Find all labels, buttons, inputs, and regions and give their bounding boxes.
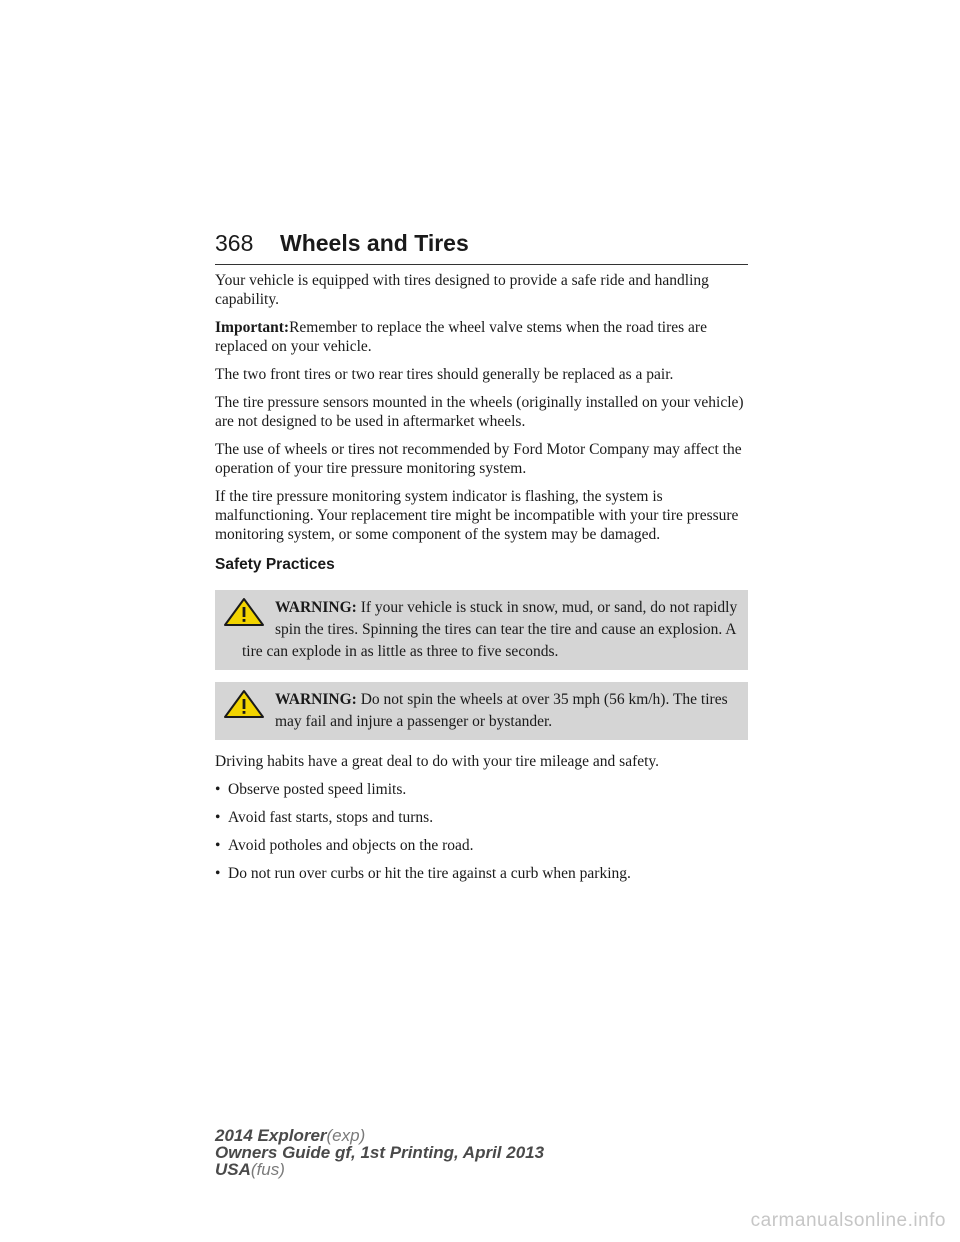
warning-triangle-icon (223, 689, 265, 719)
section-title: Wheels and Tires (280, 230, 469, 256)
paragraph-ford-recommendation: The use of wheels or tires not recommended by Ford Motor Company may affect the operation of your tire pressure monitoring system. (215, 441, 742, 477)
bullet-icon: • (215, 781, 221, 798)
page-header (215, 228, 748, 265)
footer-line-model: 2014 Explorer(exp) (215, 1126, 366, 1145)
paragraph-tpms-indicator: If the tire pressure monitoring system indicator is flashing, the system is malfunctioning. Your replacement tire might be incompatible with your tire pressure monitoring system, or some component of the system may be damaged. (215, 488, 739, 543)
bullet-icon: • (215, 865, 221, 882)
page-content (215, 271, 748, 892)
list-item: • Avoid potholes and objects on the road. (215, 837, 474, 854)
warning-label: WARNING: (275, 599, 357, 616)
important-label: Important: (215, 319, 290, 336)
warning-label: WARNING: (275, 691, 357, 708)
watermark: carmanualsonline.info (750, 1210, 946, 1231)
list-item: • Avoid fast starts, stops and turns. (215, 809, 434, 826)
subheading-safety-practices: Safety Practices (215, 556, 335, 573)
list-item: • Do not run over curbs or hit the tire against a curb when parking. (215, 865, 631, 882)
paragraph-intro: Your vehicle is equipped with tires designed to provide a safe ride and handling capability. (215, 272, 709, 308)
page-number: 368 (215, 230, 254, 256)
important-text: Remember to replace the wheel valve stems when the road tires are replaced on your vehicle. (215, 319, 707, 355)
warning-box (215, 682, 748, 740)
paragraph-driving-habits: Driving habits have a great deal to do with your tire mileage and safety. (215, 753, 660, 770)
document-footer (215, 1127, 544, 1178)
bullet-icon: • (215, 809, 221, 826)
paragraph-important (215, 318, 748, 356)
warning-text: Do not spin the wheels at over 35 mph (56 km/h). The tires may fail and injure a passenger or bystander. (275, 691, 728, 730)
bullet-icon: • (215, 837, 221, 854)
bullet-list (215, 780, 748, 883)
warning-box (215, 590, 748, 670)
paragraph-pair-replacement: The two front tires or two rear tires should generally be replaced as a pair. (215, 366, 674, 383)
paragraph-sensors: The tire pressure sensors mounted in the wheels (originally installed on your vehicle) are not designed to be used in aftermarket wheels. (215, 394, 744, 430)
warning-text: If your vehicle is stuck in snow, mud, or sand, do not rapidly spin the tires. Spinning the tires can tear the tire and cause an explosion. A tire can explode in as little as three to five seconds. (242, 599, 738, 660)
footer-line-printing: Owners Guide gf, 1st Printing, April 2013 (215, 1143, 545, 1162)
warning-triangle-icon (223, 597, 265, 627)
footer-line-region: USA(fus) (215, 1160, 285, 1179)
list-item: • Observe posted speed limits. (215, 781, 407, 798)
